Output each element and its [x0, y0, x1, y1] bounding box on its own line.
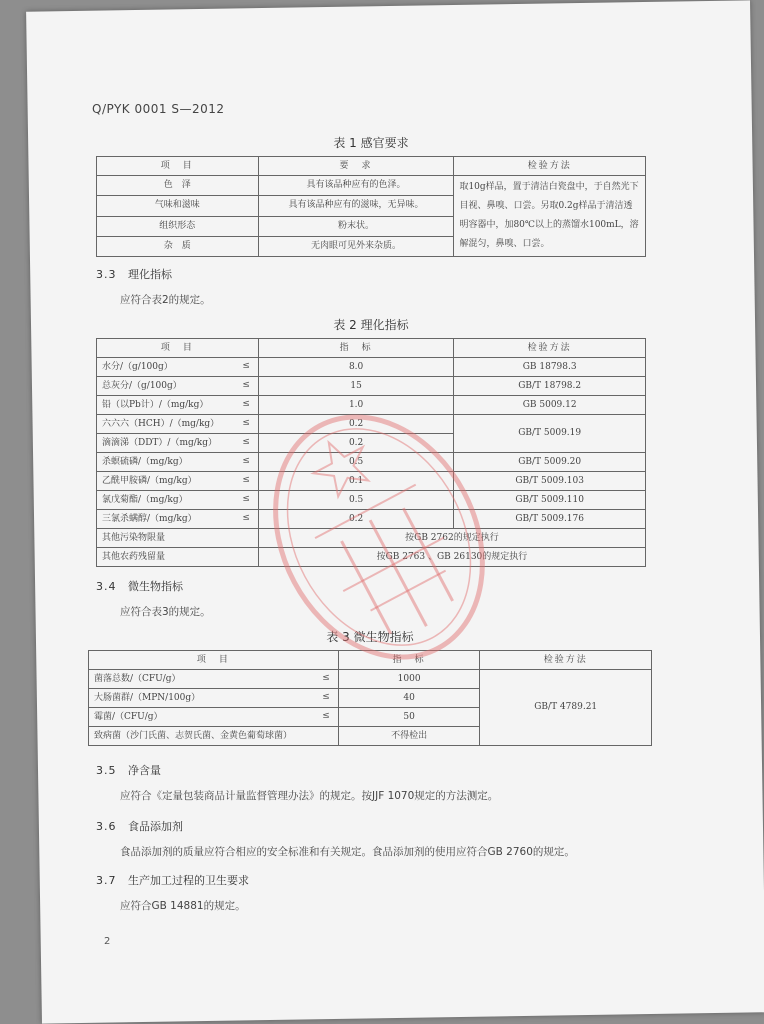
item-label: 铅（以Pb计）/（mg/kg）: [102, 399, 209, 410]
seal-star-icon: [304, 429, 378, 501]
item-cell: 其他污染物限量: [97, 529, 259, 548]
value-cell: 不得检出: [338, 727, 480, 746]
item-label: 水分/（g/100g）: [102, 361, 173, 372]
le-sign: ≤: [242, 475, 250, 485]
method-cell: GB/T 5009.176: [454, 510, 646, 529]
section-3-3-heading: [96, 266, 172, 282]
item-cell: 色 泽: [97, 176, 259, 196]
column-header-index: 指 标: [258, 339, 453, 358]
le-sign: ≤: [242, 513, 250, 523]
item-label: 大肠菌群/（MPN/100g）: [94, 692, 201, 703]
le-sign: ≤: [242, 399, 250, 409]
le-sign: ≤: [242, 380, 250, 390]
item-label: 三氯杀螨醇/（mg/kg）: [102, 513, 197, 524]
item-cell: [97, 472, 259, 491]
section-3-7-heading: [96, 872, 249, 888]
item-cell: [97, 510, 259, 529]
spanning-requirement-cell: 按GB 2762的规定执行: [258, 529, 645, 548]
section-3-7-text: 应符合GB 14881的规定。: [120, 900, 246, 912]
le-sign: ≤: [242, 361, 250, 371]
le-sign: ≤: [322, 673, 330, 683]
method-cell: GB/T 5009.19: [454, 415, 646, 453]
value-cell: 50: [338, 708, 480, 727]
le-sign: ≤: [322, 692, 330, 702]
method-cell: GB/T 5009.110: [454, 491, 646, 510]
method-cell: GB/T 5009.103: [454, 472, 646, 491]
item-cell: [89, 689, 339, 708]
column-header-index: 指 标: [338, 651, 480, 670]
value-cell: 0.2: [258, 510, 453, 529]
item-label: 菌落总数/（CFU/g）: [94, 673, 181, 684]
item-cell: [97, 377, 259, 396]
le-sign: ≤: [242, 437, 250, 447]
column-header-item: 项 目: [97, 157, 259, 176]
value-cell: 1000: [338, 670, 480, 689]
page-number: 2: [104, 936, 111, 947]
value-cell: 0.1: [258, 472, 453, 491]
document-code: Q/PYK 0001 S—2012: [92, 102, 225, 116]
section-number: 3.6: [96, 820, 117, 833]
item-label: 总灰分/（g/100g）: [102, 380, 182, 391]
method-cell: GB/T 5009.20: [454, 453, 646, 472]
item-cell: 杂 质: [97, 236, 259, 256]
section-title: 理化指标: [128, 268, 172, 281]
item-label: 滴滴涕（DDT）/（mg/kg）: [102, 437, 218, 448]
method-cell: GB 5009.12: [454, 396, 646, 415]
table1-caption: 表 1 感官要求: [333, 136, 409, 150]
official-seal-stamp: [262, 398, 496, 676]
column-header-requirement: 要 求: [258, 157, 454, 176]
item-cell: [89, 708, 339, 727]
table2-caption: 表 2 理化指标: [333, 318, 409, 332]
method-cell: GB/T 4789.21: [480, 670, 652, 746]
item-cell: 组织形态: [97, 216, 259, 236]
le-sign: ≤: [242, 418, 250, 428]
table-row: [97, 176, 646, 196]
column-header-item: 项 目: [97, 339, 259, 358]
item-label: 氯戊菊酯/（mg/kg）: [102, 494, 188, 505]
item-label: 乙酰甲胺磷/（mg/kg）: [102, 475, 197, 486]
column-header-method: 检验方法: [480, 651, 652, 670]
requirement-cell: 粉末状。: [258, 216, 454, 236]
le-sign: ≤: [242, 494, 250, 504]
table-header-row: [97, 157, 646, 176]
le-sign: ≤: [242, 456, 250, 466]
section-3-6-heading: [96, 818, 183, 834]
value-cell: 8.0: [258, 358, 453, 377]
item-cell: 其他农药残留量: [97, 548, 259, 567]
value-cell: 15: [258, 377, 453, 396]
method-cell: 取10g样品，置于清洁白瓷盘中，于自然光下目视、鼻嗅、口尝。另取0.2g样品于清洁透明容器中，加80℃以上的蒸馏水100mL，溶解混匀，鼻嗅、口尝。: [454, 176, 646, 257]
table1-sensory: [96, 156, 646, 257]
item-label: 六六六（HCH）/（mg/kg）: [102, 418, 220, 429]
requirement-cell: 具有该品种应有的色泽。: [258, 176, 454, 196]
section-title: 食品添加剂: [128, 820, 183, 833]
spanning-requirement-cell: 按GB 2763 、GB 26130的规定执行: [258, 548, 645, 567]
table-header-row: [97, 339, 646, 358]
value-cell: 0.5: [258, 453, 453, 472]
table3-caption: 表 3 微生物指标: [326, 630, 414, 644]
item-cell: 气味和滋味: [97, 196, 259, 216]
section-3-6-text: 食品添加剂的质量应符合相应的安全标准和有关规定。食品添加剂的使用应符合GB 2760的规定。: [120, 846, 575, 858]
section-number: 3.7: [96, 874, 117, 887]
section-number: 3.4: [96, 580, 117, 593]
value-cell: 40: [338, 689, 480, 708]
value-cell: 1.0: [258, 396, 453, 415]
le-sign: ≤: [322, 711, 330, 721]
table-row: [97, 377, 646, 396]
section-3-5-heading: [96, 762, 161, 778]
section-title: 微生物指标: [128, 580, 183, 593]
value-cell: 0.5: [258, 491, 453, 510]
item-cell: [97, 491, 259, 510]
method-cell: GB/T 18798.2: [454, 377, 646, 396]
requirement-cell: 具有该品种应有的滋味，无异味。: [258, 196, 454, 216]
section-3-4-heading: [96, 578, 183, 594]
section-3-4-text: 应符合表3的规定。: [120, 606, 211, 618]
section-3-3-text: 应符合表2的规定。: [120, 294, 211, 306]
table-row: [97, 358, 646, 377]
item-cell: [97, 358, 259, 377]
value-cell: 0.2: [258, 415, 453, 434]
section-title: 净含量: [128, 764, 161, 777]
item-cell: [97, 453, 259, 472]
requirement-cell: 无肉眼可见外来杂质。: [258, 236, 454, 256]
column-header-method: 检验方法: [454, 157, 646, 176]
value-cell: 0.2: [258, 434, 453, 453]
item-cell: [97, 415, 259, 434]
section-title: 生产加工过程的卫生要求: [128, 874, 249, 887]
method-cell: GB 18798.3: [454, 358, 646, 377]
item-cell: [97, 396, 259, 415]
column-header-method: 检验方法: [454, 339, 646, 358]
item-label: 霉菌/（CFU/g）: [94, 711, 163, 722]
seal-graphic: [262, 398, 496, 676]
item-label: 杀螟硫磷/（mg/kg）: [102, 456, 188, 467]
section-number: 3.5: [96, 764, 117, 777]
item-cell: 致病菌（沙门氏菌、志贺氏菌、金黄色葡萄球菌）: [89, 727, 339, 746]
column-header-item: 项 目: [89, 651, 339, 670]
item-cell: [97, 434, 259, 453]
section-3-5-text: 应符合《定量包装商品计量监督管理办法》的规定。按JJF 1070规定的方法测定。: [120, 790, 499, 802]
section-number: 3.3: [96, 268, 117, 281]
